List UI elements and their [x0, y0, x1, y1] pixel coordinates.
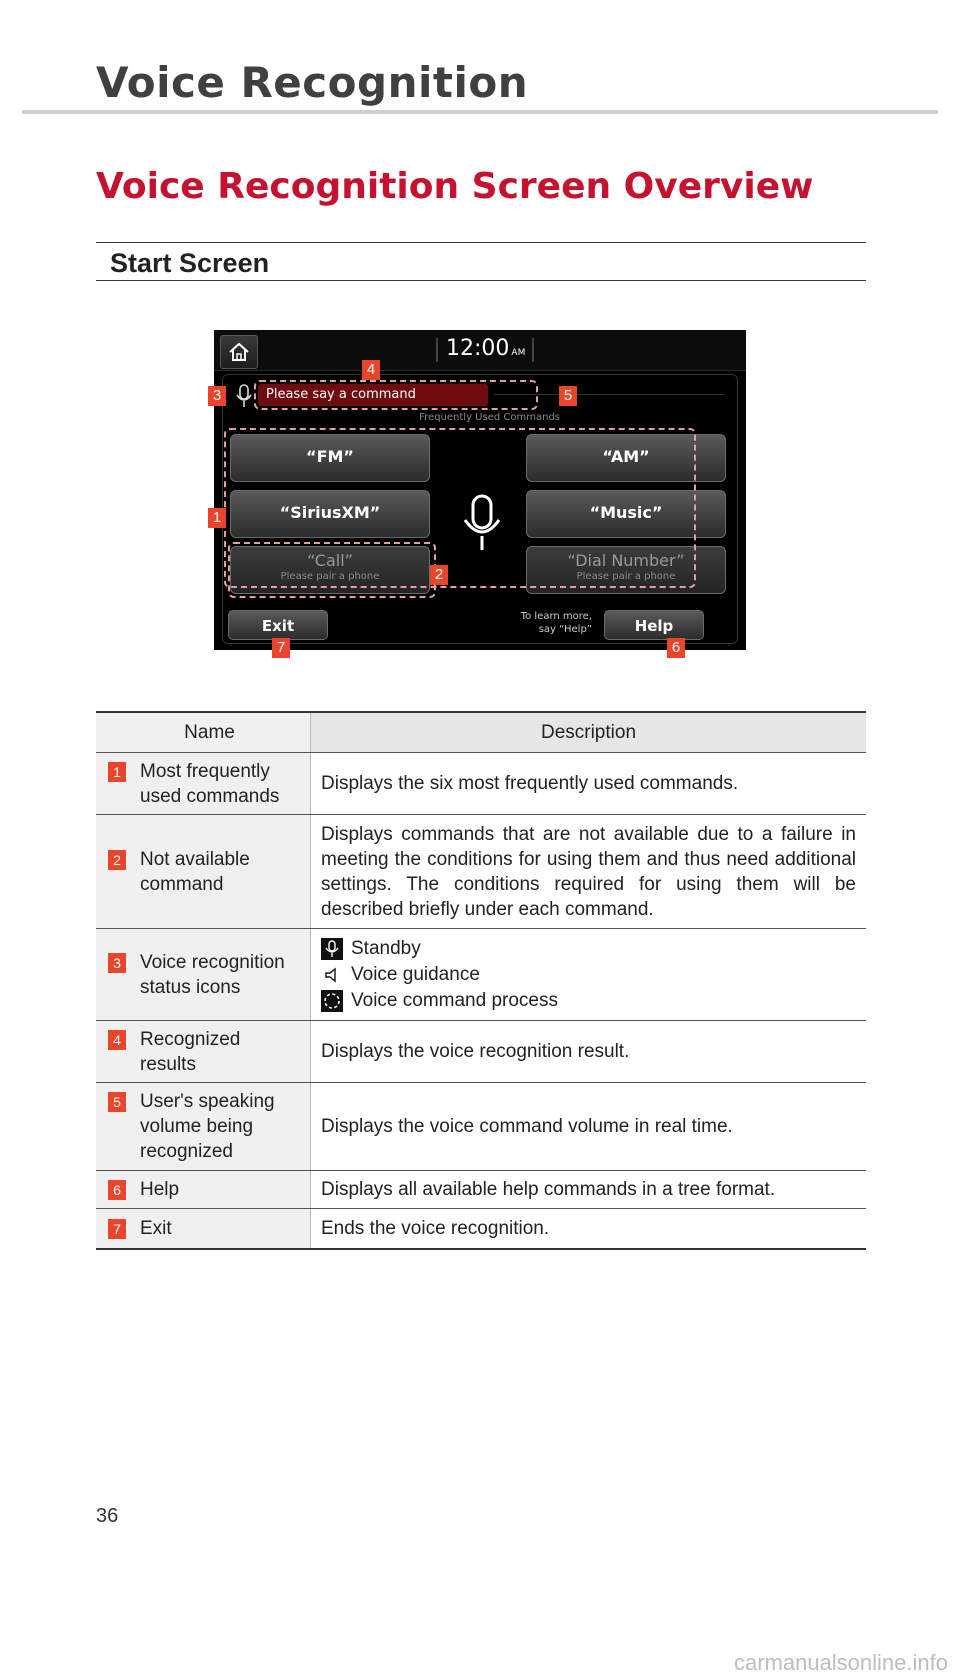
marker-4: 4	[362, 360, 380, 380]
component-table	[96, 711, 866, 1250]
table-row	[96, 1209, 866, 1249]
status-item	[321, 936, 856, 962]
command-label: “Call”	[307, 551, 353, 570]
callout-outline-status	[254, 380, 538, 410]
row-name: Not available command	[140, 848, 250, 895]
row-number-tag: 6	[108, 1180, 126, 1200]
chapter-title: Voice Recognition	[96, 58, 529, 107]
exit-button[interactable]: Exit	[228, 610, 328, 640]
row-number-tag: 7	[108, 1219, 126, 1239]
header-description: Description	[311, 712, 867, 753]
home-button[interactable]	[220, 335, 258, 369]
table-row	[96, 1083, 866, 1171]
clock-ampm: AM	[511, 348, 526, 358]
table-row	[96, 815, 866, 929]
watermark: carmanualsonline.info	[733, 1650, 948, 1675]
subsection-rule-bottom	[96, 280, 866, 281]
clock-separator-right	[532, 338, 534, 362]
marker-7: 7	[272, 638, 290, 658]
speaker-icon	[321, 964, 343, 986]
row-description: Displays the voice recognition result.	[311, 1021, 867, 1083]
row-name: Recognized results	[140, 1028, 241, 1075]
table-row	[96, 753, 866, 815]
status-label: Voice command process	[351, 990, 558, 1011]
learn-more-line: To learn more,	[520, 611, 592, 622]
status-item	[321, 962, 856, 988]
table-header-row	[96, 712, 866, 753]
row-description: Displays the voice command volume in real time.	[311, 1083, 867, 1171]
marker-2: 2	[430, 565, 448, 585]
row-number-tag: 1	[108, 762, 126, 782]
row-description: Displays the six most frequently used commands.	[311, 753, 867, 815]
row-number-tag: 2	[108, 850, 126, 870]
command-label: “Dial Number”	[567, 551, 685, 570]
voice-recognition-screen	[214, 330, 746, 650]
table-row	[96, 1171, 866, 1209]
row-name-cell	[96, 1021, 311, 1083]
status-label: Voice guidance	[351, 964, 480, 985]
command-sublabel: Please pair a phone	[280, 571, 380, 582]
clock-separator-left	[436, 338, 438, 362]
status-label: Standby	[351, 938, 421, 959]
section-title: Voice Recognition Screen Overview	[96, 166, 814, 207]
subsection-rule-top	[96, 242, 866, 243]
row-name-cell	[96, 1171, 311, 1209]
row-status-list	[311, 929, 867, 1021]
row-name: User's speaking volume being recognized	[140, 1091, 275, 1162]
marker-3: 3	[208, 386, 226, 406]
row-name-cell	[96, 815, 311, 929]
row-number-tag: 3	[108, 953, 126, 973]
clock	[446, 336, 525, 361]
command-label: “Music”	[589, 503, 663, 522]
standby-mic-icon	[321, 938, 343, 960]
row-name: Help	[140, 1179, 180, 1200]
row-description: Ends the voice recognition.	[311, 1209, 867, 1249]
callout-outline-unavailable	[228, 542, 436, 598]
row-name: Most frequently used commands	[140, 760, 280, 807]
marker-6: 6	[667, 638, 685, 658]
row-description: Displays commands that are not available due to a failure in meeting the conditions for using them and thus need additional settings. The conditions required for using them will be described briefly under each command.	[311, 815, 867, 929]
marker-5: 5	[559, 386, 577, 406]
home-icon	[221, 336, 257, 368]
command-label: “AM”	[602, 447, 650, 466]
table-row	[96, 1021, 866, 1083]
row-name: Exit	[140, 1217, 172, 1239]
table-row	[96, 929, 866, 1021]
header-name: Name	[96, 712, 311, 753]
row-name-cell	[96, 1083, 311, 1171]
frequently-used-label: Frequently Used Commands	[419, 412, 560, 423]
marker-1: 1	[208, 508, 226, 528]
page-number: 36	[96, 1505, 119, 1527]
row-number-tag: 5	[108, 1092, 126, 1112]
clock-time: 12:00	[446, 336, 510, 361]
learn-more-hint	[510, 610, 592, 636]
learn-more-line: say “Help”	[538, 624, 592, 635]
row-number-tag: 4	[108, 1030, 126, 1050]
row-name-cell	[96, 929, 311, 1021]
row-description: Displays all available help commands in a tree format.	[311, 1171, 867, 1209]
row-name-cell	[96, 1209, 311, 1249]
recognition-prompt: Please say a command	[258, 384, 488, 406]
processing-spinner-icon	[321, 990, 343, 1012]
command-label: “SiriusXM”	[279, 503, 381, 522]
command-sublabel: Please pair a phone	[576, 571, 676, 582]
status-item	[321, 988, 856, 1014]
chapter-rule	[22, 110, 938, 114]
command-label: “FM”	[306, 447, 354, 466]
subsection-title: Start Screen	[110, 248, 270, 278]
row-name-cell	[96, 753, 311, 815]
row-name: Voice recognition status icons	[140, 951, 285, 998]
mic-status-icon	[236, 384, 252, 408]
screen-top-bar	[214, 330, 746, 371]
help-button[interactable]: Help	[604, 610, 704, 640]
